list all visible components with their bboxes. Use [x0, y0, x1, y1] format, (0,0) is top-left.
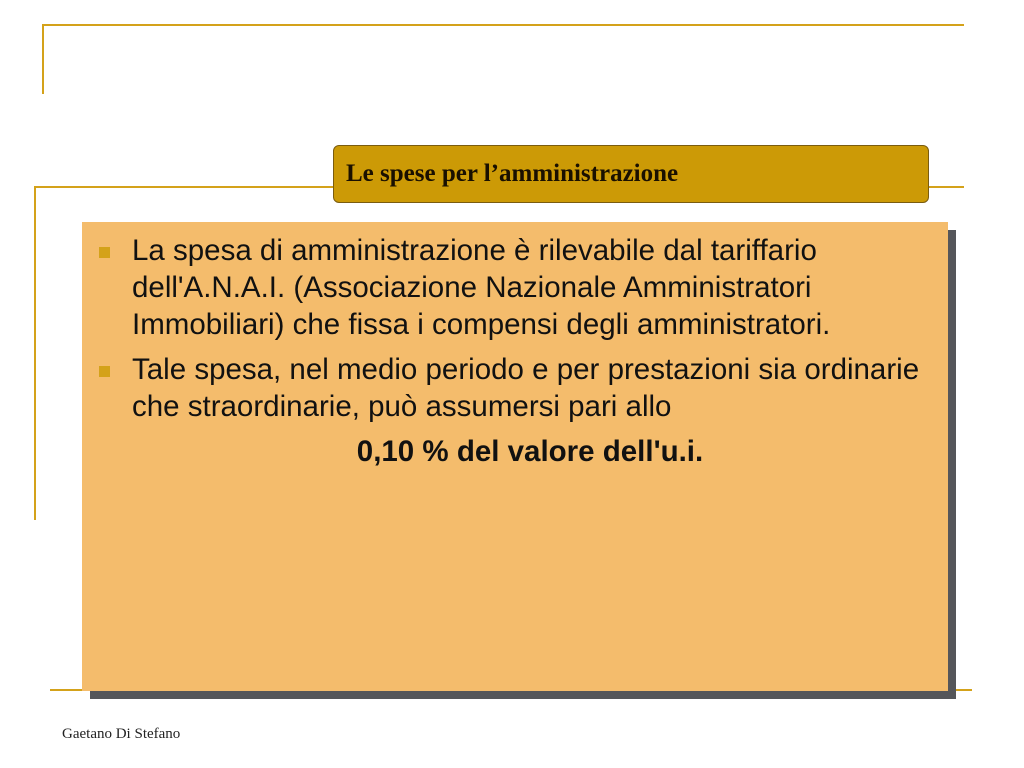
highlight-value: 0,10 % del valore dell'u.i.	[356, 435, 704, 468]
slide-title-box	[333, 145, 929, 203]
bullet-text: Tale spesa, nel medio periodo e per prestazioni sia ordinarie che straordinarie, può assumersi pari allo	[132, 353, 920, 423]
bullet-list	[96, 232, 928, 425]
decorative-line-top-vertical	[42, 24, 44, 94]
decorative-line-middle-vertical	[34, 186, 36, 520]
content-box	[82, 222, 948, 691]
decorative-line-middle-left	[34, 186, 334, 188]
bullet-text: La spesa di amministrazione è rilevabile dal tariffario dell'A.N.A.I. (Associazione Nazionale Amministratori Immobiliari) che fissa i compensi degli amministratori.	[132, 234, 831, 341]
bullet-item	[96, 351, 928, 425]
bullet-item	[96, 232, 928, 343]
square-bullet-icon	[99, 247, 110, 258]
footer-author: Gaetano Di Stefano	[62, 726, 181, 742]
slide-title: Le spese per l’amministrazione	[346, 160, 679, 187]
square-bullet-icon	[99, 366, 110, 377]
decorative-line-top	[42, 24, 964, 26]
decorative-line-middle-right	[929, 186, 964, 188]
